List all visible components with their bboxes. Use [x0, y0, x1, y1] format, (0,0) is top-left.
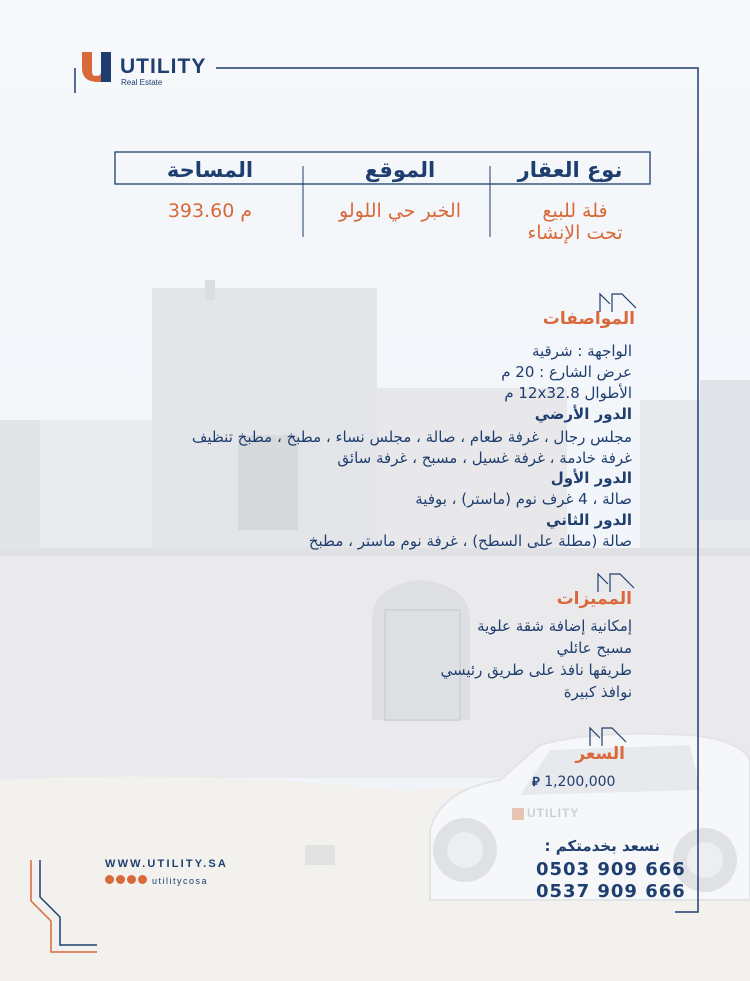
tiktok-icon[interactable]	[138, 875, 147, 884]
header-location: الموقع	[364, 158, 436, 182]
area-value	[140, 200, 280, 222]
price-row	[532, 773, 615, 790]
spec-street-width: عرض الشارع : 20 م	[501, 363, 632, 381]
x-icon[interactable]	[127, 875, 136, 884]
ground-floor-title: الدور الأرضي	[534, 405, 632, 423]
feature-item: مسبح عائلي	[556, 639, 632, 657]
property-type-line1: فلة للبيع	[542, 200, 608, 222]
van-logo-icon	[512, 808, 524, 820]
spec-facade: الواجهة : شرقية	[531, 342, 632, 360]
contact-title: نسعد بخدمتكم :	[544, 837, 660, 855]
first-floor-title: الدور الأول	[550, 469, 632, 487]
phone-number-1[interactable]: 0503 909 666	[536, 859, 686, 880]
utility-logo-icon	[80, 50, 113, 84]
feature-item: نوافذ كبيرة	[563, 683, 632, 701]
price-title: السعر	[575, 744, 625, 764]
ground-floor-line2: غرفة خادمة ، غرفة غسيل ، مسبح ، غرفة سائق	[337, 449, 632, 467]
feature-item: طريقها نافذ على طريق رئيسي	[440, 661, 632, 679]
price-value: 1,200,000	[544, 774, 616, 790]
website-link[interactable]: WWW.UTILITY.SA	[105, 858, 229, 870]
snapchat-icon[interactable]	[105, 875, 114, 884]
social-icons	[105, 875, 147, 884]
second-floor-line1: صالة (مطلة على السطح) ، غرفة نوم ماستر ، مطبخ	[308, 532, 632, 550]
ground-floor-line1: مجلس رجال ، غرفة طعام ، صالة ، مجلس نساء ، مطبخ ، مطبخ تنظيف	[191, 428, 632, 446]
social-handle[interactable]: utilitycosa	[152, 876, 209, 886]
property-type-line2: تحت الإنشاء	[527, 222, 623, 244]
features-title: المميزات	[556, 589, 632, 609]
header-property-type: نوع العقار	[517, 158, 623, 182]
area-unit: م	[240, 200, 253, 222]
property-type-value	[495, 200, 655, 244]
specs-title: المواصفات	[542, 309, 635, 329]
header-area: المساحة	[166, 158, 254, 182]
phone-number-2[interactable]: 0537 909 666	[536, 881, 686, 902]
brand-name: UTILITY	[120, 55, 207, 78]
feature-item: إمكانية إضافة شقة علوية	[477, 617, 632, 635]
area-number: 393.60	[167, 200, 235, 222]
spec-dimensions: الأطوال 12x32.8 م	[504, 384, 632, 402]
riyal-icon: ⃁	[532, 775, 540, 790]
instagram-icon[interactable]	[116, 875, 125, 884]
brand-tagline: Real Estate	[121, 78, 163, 87]
second-floor-title: الدور الثاني	[546, 511, 632, 529]
first-floor-line1: صالة ، 4 غرف نوم (ماستر) ، بوفية	[415, 490, 632, 508]
van-logo-text: UTILITY	[512, 806, 579, 820]
location-value: الخبر حي اللولو	[339, 200, 461, 222]
